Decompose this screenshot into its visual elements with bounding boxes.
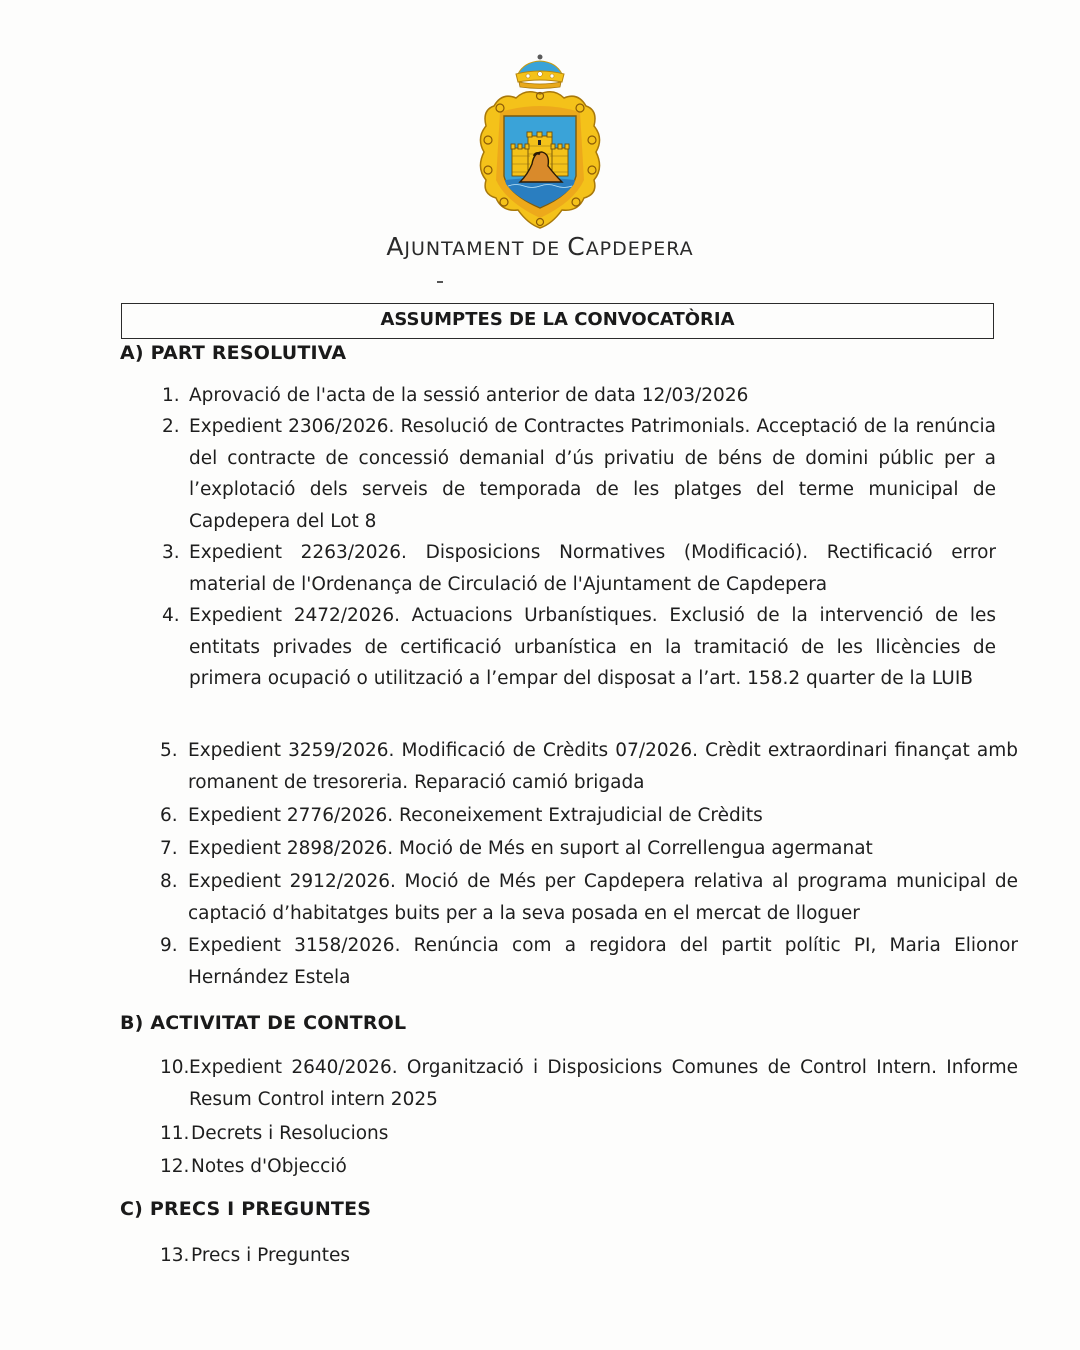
agenda-item: [160, 833, 1018, 865]
item-number: 13.: [160, 1245, 190, 1266]
section-heading-c: C) PRECS I PREGUNTES: [120, 1198, 372, 1220]
agenda-item: [160, 1052, 1018, 1115]
section-heading-a: A) PART RESOLUTIVA: [120, 342, 347, 364]
item-text: Notes d'Objecció: [191, 1156, 347, 1177]
item-number: 1.: [162, 385, 180, 406]
agenda-item: [162, 537, 996, 600]
crown-icon: [516, 55, 564, 89]
agenda-item: [160, 1151, 1018, 1183]
agenda-item: [160, 1118, 1018, 1150]
org-name-part-1: JUNTAMENT DE: [404, 238, 568, 260]
item-number: 9.: [160, 935, 178, 956]
item-text: Expedient 2472/2026. Actuacions Urbanístiques. Exclusió de la intervenció de les entitats privades de certificació urbanística en la tramitació de les llicències de primera ocupació o utilització a l’empar del disposat a l’art. 158.2 quarter de la LUIB: [189, 605, 996, 689]
item-number: 2.: [162, 416, 180, 437]
scan-mark: [437, 281, 443, 283]
item-text: Expedient 2640/2026. Organització i Disposicions Comunes de Control Intern. Informe Resum Control intern 2025: [189, 1057, 1018, 1110]
item-text: Expedient 2263/2026. Disposicions Normatives (Modificació). Rectificació error material de l'Ordenança de Circulació de l'Ajuntament de Capdepera: [189, 542, 996, 595]
item-number: 8.: [160, 871, 178, 892]
agenda-item: [162, 411, 996, 537]
item-number: 6.: [160, 805, 178, 826]
document-title: ASSUMPTES DE LA CONVOCATÒRIA: [121, 303, 994, 339]
agenda-item: [160, 930, 1018, 993]
item-number: 4.: [162, 605, 180, 626]
agenda-item: [160, 735, 1018, 798]
agenda-item: [160, 800, 1018, 832]
org-name-initial-c: C: [567, 232, 586, 261]
item-text: Expedient 2912/2026. Moció de Més per Capdepera relativa al programa municipal de captació d’habitatges buits per a la seva posada en el mercat de lloguer: [188, 871, 1018, 924]
agenda-item: [160, 866, 1018, 929]
org-name-initial-a: A: [386, 232, 405, 261]
agenda-item: [162, 600, 996, 695]
item-number: 11.: [160, 1123, 190, 1144]
item-text: Expedient 2776/2026. Reconeixement Extrajudicial de Crèdits: [188, 805, 763, 826]
item-number: 12.: [160, 1156, 190, 1177]
section-heading-b: B) ACTIVITAT DE CONTROL: [120, 1012, 407, 1034]
organization-name: [0, 232, 1080, 261]
item-number: 10.: [160, 1057, 190, 1078]
item-text: Precs i Preguntes: [191, 1245, 351, 1266]
item-number: 5.: [160, 740, 178, 761]
org-name-part-2: APDEPERA: [585, 238, 694, 260]
coat-of-arms-icon: [474, 52, 606, 232]
item-text: Expedient 2306/2026. Resolució de Contractes Patrimonials. Acceptació de la renúncia del contracte de concessió demanial d’ús privatiu de béns de domini públic per a l’explotació dels serveis de temporada de les platges del terme municipal de Capdepera del Lot 8: [189, 416, 996, 532]
agenda-item: [162, 380, 996, 412]
item-text: Expedient 2898/2026. Moció de Més en suport al Correllengua agermanat: [188, 838, 873, 859]
item-number: 7.: [160, 838, 178, 859]
agenda-item: [160, 1240, 1018, 1272]
item-text: Decrets i Resolucions: [191, 1123, 389, 1144]
item-number: 3.: [162, 542, 180, 563]
item-text: Expedient 3259/2026. Modificació de Crèdits 07/2026. Crèdit extraordinari finançat amb romanent de tresoreria. Reparació camió brigada: [188, 740, 1018, 793]
item-text: Aprovació de l'acta de la sessió anterior de data 12/03/2026: [189, 385, 749, 406]
item-text: Expedient 3158/2026. Renúncia com a regidora del partit polític PI, Maria Elionor Hernández Estela: [188, 935, 1018, 988]
